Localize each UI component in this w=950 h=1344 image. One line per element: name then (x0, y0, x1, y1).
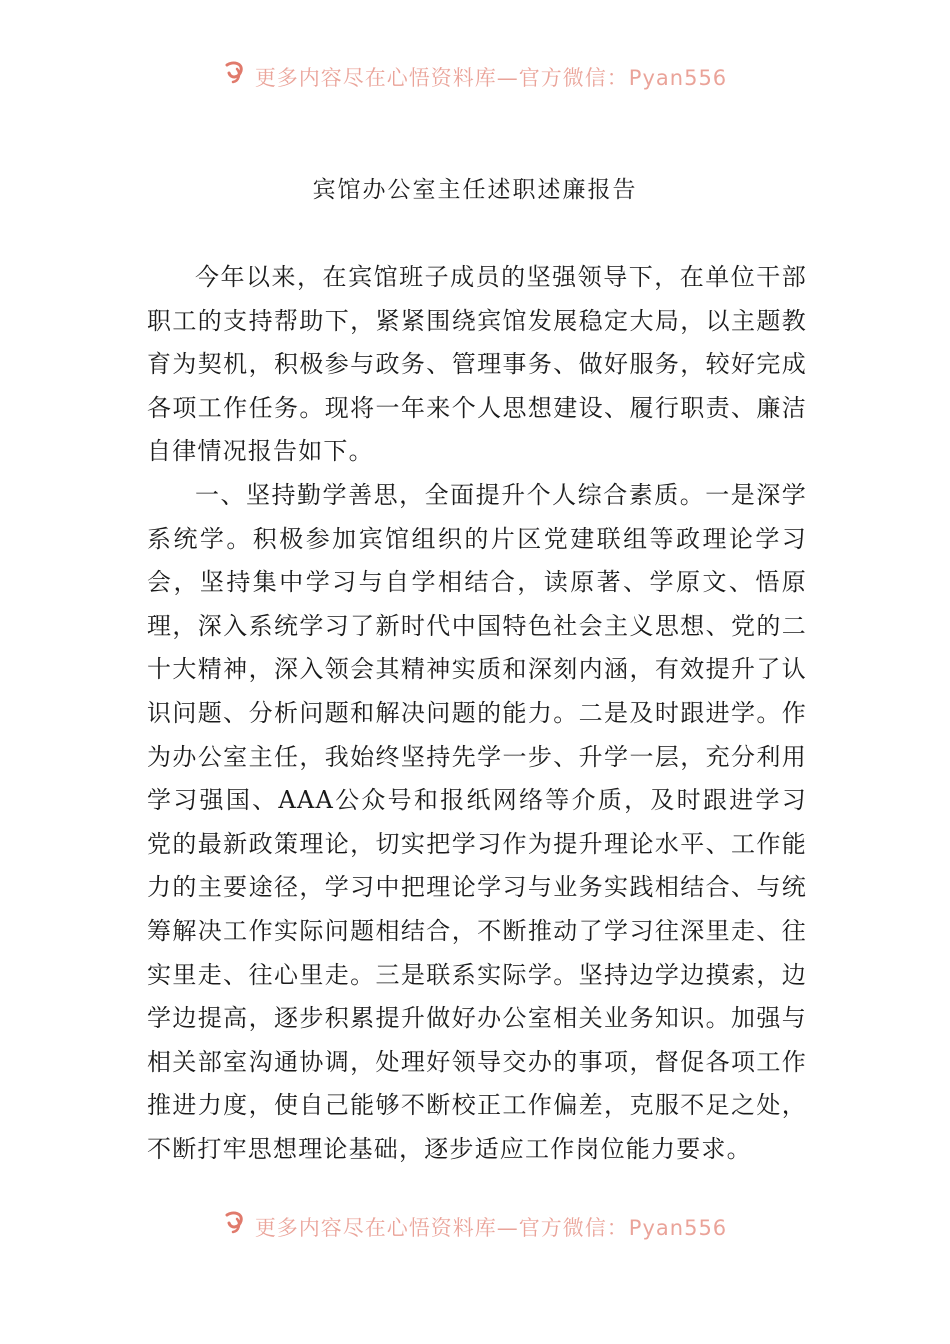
brand-logo-icon (223, 59, 249, 85)
document-title: 宾馆办公室主任述职述廉报告 (312, 177, 638, 203)
watermark-text: 更多内容尽在心悟资料库—官方微信：Pyan556 (254, 66, 728, 90)
watermark-text: 更多内容尽在心悟资料库—官方微信：Pyan556 (254, 1216, 728, 1240)
paragraph: 一、坚持勤学善思，全面提升个人综合素质。一是深学系统学。积极参加宾馆组织的片区党建联组等政理论学习会，坚持集中学习与自学相结合，读原著、学原文、悟原理，深入系统学习了新时代中国特色社会主义思想、党的二十大精神，深入领会其精神实质和深刻内涵，有效提升了认识问题、分析问题和解决问题的能力。二是及时跟进学。作为办公室主任，我始终坚持先学一步、升学一层，充分利用学习强国、AAA公众号和报纸网络等介质，及时跟进学习党的最新政策理论，切实把学习作为提升理论水平、工作能力的主要途径，学习中把理论学习与业务实践相结合、与统筹解决工作实际问题相结合，不断推动了学习往深里走、往实里走、往心里走。三是联系实际学。坚持边学边摸索，边学边提高，逐步积累提升做好办公室相关业务知识。加强与相关部室沟通协调，处理好领导交办的事项，督促各项工作推进力度，使自己能够不断校正工作偏差，克服不足之处，不断打牢思想理论基础，逐步适应工作岗位能力要求。 (147, 480, 807, 1163)
watermark-banner-bottom (0, 1202, 950, 1242)
brand-logo-icon (223, 1209, 249, 1235)
watermark-banner-top (0, 52, 950, 92)
paragraph: 今年以来，在宾馆班子成员的坚强领导下，在单位干部职工的支持帮助下，紧紧围绕宾馆发展稳定大局，以主题教育为契机，积极参与政务、管理事务、做好服务，较好完成各项工作任务。现将一年来个人思想建设、履行职责、廉洁自律情况报告如下。 (147, 263, 807, 466)
document-body (147, 256, 807, 1171)
